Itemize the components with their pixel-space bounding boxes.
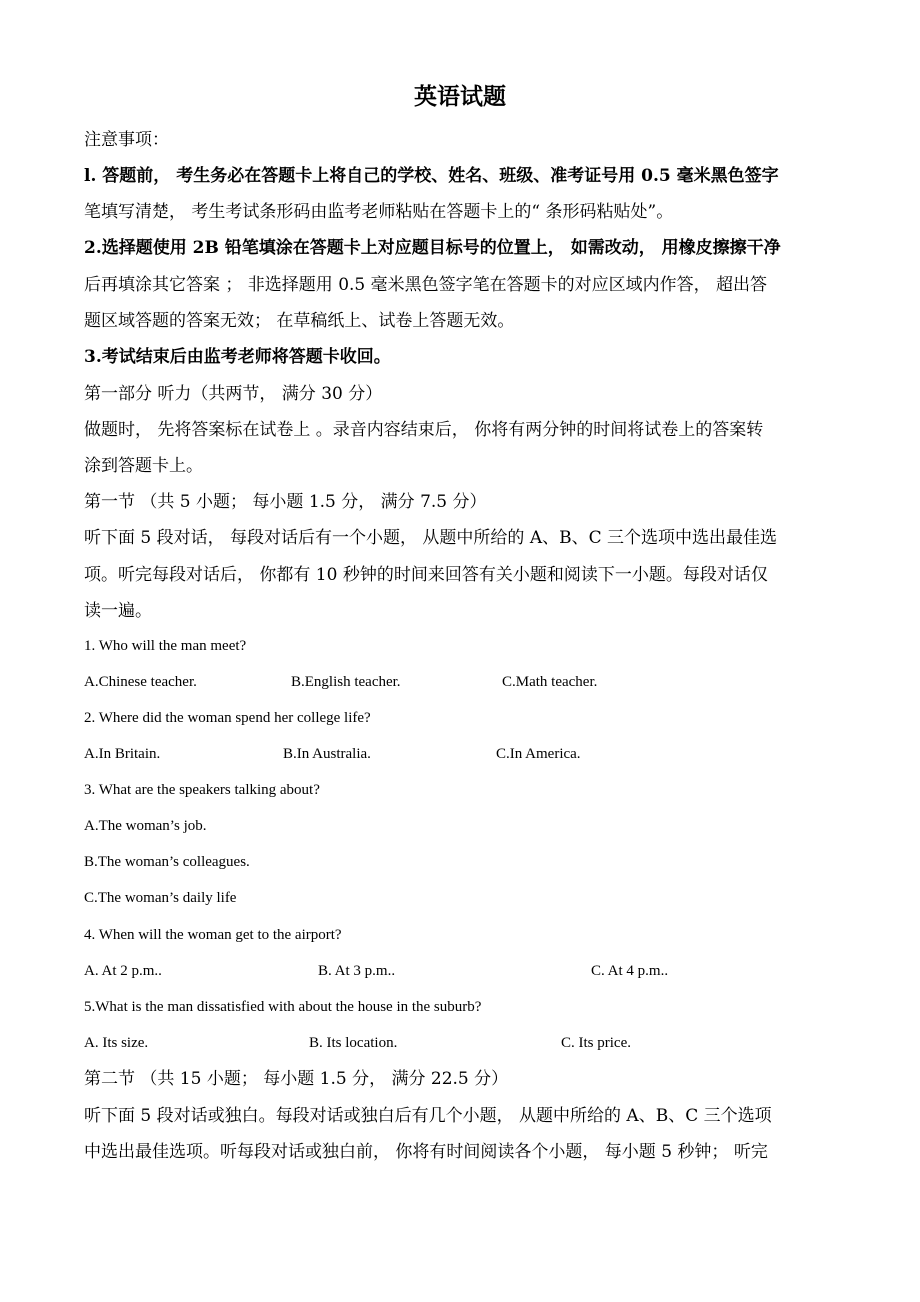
section2-instructions-line-1: 听下面 5 段对话或独白。每段对话或独白后有几个小题， 从题中所给的 A、B、C 三个选项 — [84, 1106, 772, 1126]
note-item-1-line-2: 笔填写清楚， 考生考试条形码由监考老师粘贴在答题卡上的“ 条形码粘贴处”。 — [84, 202, 674, 222]
question-3-option-c: C.The woman’s daily life — [84, 890, 237, 906]
section1-instructions-line-2: 项。听完每段对话后， 你都有 10 秒钟的时间来回答有关小题和阅读下一小题。每段对话仅 — [84, 565, 768, 585]
note-item-2-line-2: 后再填涂其它答案 ； 非选择题用 0.5 毫米黑色签字笔在答题卡的对应区域内作答， 超出答 — [84, 275, 768, 295]
note-item-2-line-1: 2.选择题使用 2B 铅笔填涂在答题卡上对应题目标号的位置上， 如需改动， 用橡皮擦擦干净 — [84, 238, 781, 258]
question-3-option-a: A.The woman’s job. — [84, 818, 207, 834]
notes-heading: 注意事项： — [84, 130, 169, 150]
question-4-option-b: B. At 3 p.m.. — [318, 963, 396, 979]
question-2-option-b: B.In Australia. — [283, 746, 371, 762]
question-4-stem: 4. When will the woman get to the airport? — [84, 927, 342, 943]
section1-heading: 第一节 （共 5 小题； 每小题 1.5 分， 满分 7.5 分） — [84, 492, 487, 512]
question-4-option-a: A. At 2 p.m.. — [84, 963, 162, 979]
question-5-option-c: C. Its price. — [561, 1035, 631, 1051]
part1-instructions-line-1: 做题时， 先将答案标在试卷上 。录音内容结束后， 你将有两分钟的时间将试卷上的答案转 — [84, 420, 764, 440]
section1-instructions-line-3: 读一遍。 — [84, 601, 152, 621]
question-1-option-a: A.Chinese teacher. — [84, 674, 197, 690]
question-4-option-c: C. At 4 p.m.. — [591, 963, 669, 979]
question-2-stem: 2. Where did the woman spend her college life? — [84, 710, 371, 726]
section1-instructions-line-1: 听下面 5 段对话， 每段对话后有一个小题， 从题中所给的 A、B、C 三个选项中选出最佳选 — [84, 528, 778, 548]
question-3-option-b: B.The woman’s colleagues. — [84, 854, 250, 870]
section2-instructions-line-2: 中选出最佳选项。听每段对话或独白前， 你将有时间阅读各个小题， 每小题 5 秒钟； 听完 — [84, 1142, 768, 1162]
note-item-3: 3.考试结束后由监考老师将答题卡收回。 — [84, 347, 391, 367]
question-1-stem: 1. Who will the man meet? — [84, 638, 247, 654]
question-5-option-a: A. Its size. — [84, 1035, 149, 1051]
question-1-option-c: C.Math teacher. — [502, 674, 598, 690]
section2-heading: 第二节 （共 15 小题； 每小题 1.5 分， 满分 22.5 分） — [84, 1069, 509, 1089]
question-2-option-c: C.In America. — [496, 746, 581, 762]
question-2-option-a: A.In Britain. — [84, 746, 161, 762]
question-5-option-b: B. Its location. — [309, 1035, 398, 1051]
page-title: 英语试题 — [414, 83, 506, 110]
question-1-option-b: B.English teacher. — [291, 674, 401, 690]
note-item-1-line-1: l. 答题前， 考生务必在答题卡上将自己的学校、姓名、班级、准考证号用 0.5 毫米黑色签字 — [84, 166, 779, 186]
question-3-stem: 3. What are the speakers talking about? — [84, 782, 320, 798]
part1-instructions-line-2: 涂到答题卡上。 — [84, 456, 203, 476]
note-item-2-line-3: 题区域答题的答案无效； 在草稿纸上、试卷上答题无效。 — [84, 311, 515, 331]
part1-heading: 第一部分 听力（共两节， 满分 30 分） — [84, 384, 383, 404]
question-5-stem: 5.What is the man dissatisfied with about the house in the suburb? — [84, 999, 482, 1015]
